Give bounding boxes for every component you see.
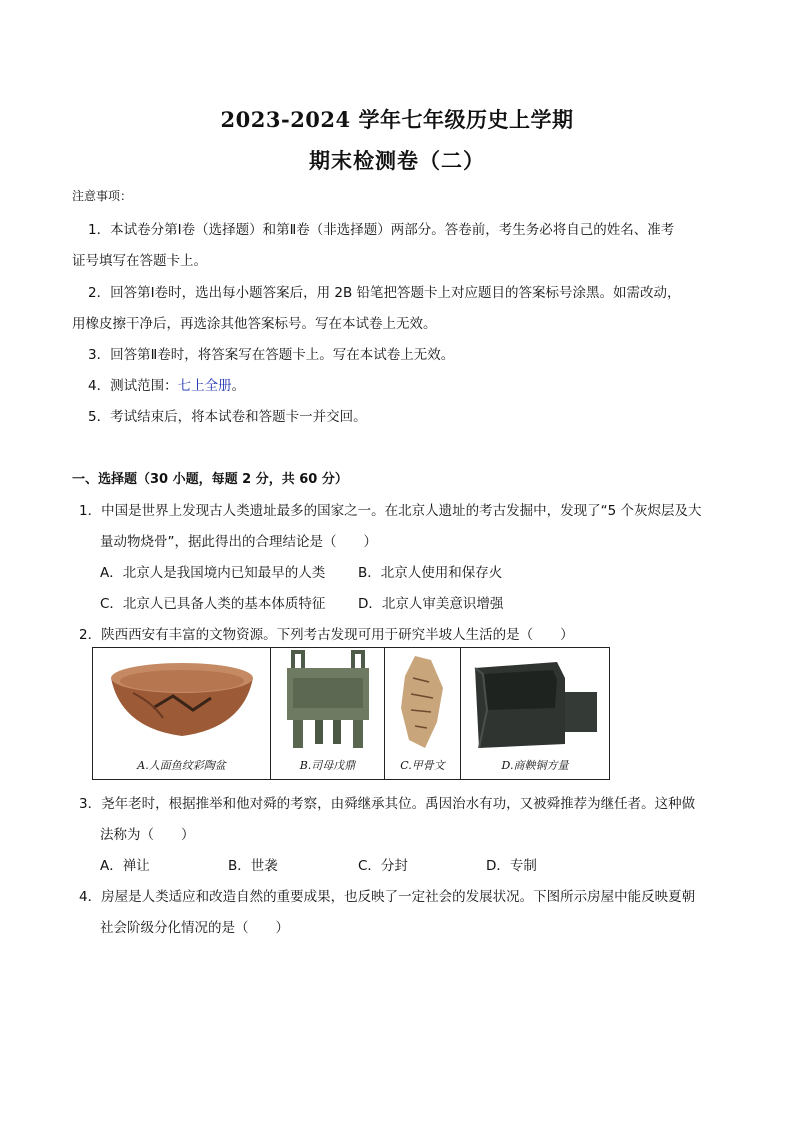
question-1-option-d: D．北京人审美意识增强 — [358, 596, 504, 612]
question-3-options — [100, 854, 620, 874]
question-3-option-b: B．世袭 — [228, 858, 278, 874]
question-4-line-2: 社会阶级分化情况的是（ ） — [100, 920, 289, 936]
note-4 — [88, 374, 245, 394]
notes-heading: 注意事项： — [72, 189, 133, 203]
question-1-line-1: 1．中国是世界上发现古人类遗址最多的国家之一。在北京人遗址的考古发掘中，发现了“5 个灰烬层及大 — [79, 503, 702, 519]
note-4-label: 4．测试范围： — [88, 378, 178, 394]
artifact-image-table — [92, 647, 610, 780]
note-2-line-1: 2．回答第Ⅰ卷时，选出每小题答案后，用 2B 铅笔把答题卡上对应题目的答案标号涂黑。如需改动， — [88, 285, 681, 301]
test-range: 七上全册 — [177, 378, 232, 394]
question-2-text: 2．陕西西安有丰富的文物资源。下列考古发现可用于研究半坡人生活的是（ ） — [79, 627, 574, 643]
question-1-line-2: 量动物烧骨”，据此得出的合理结论是（ ） — [100, 534, 377, 550]
artifact-caption-a: A.人面鱼纹彩陶盆 — [137, 759, 226, 772]
artifact-cell-c — [385, 648, 461, 779]
question-1-option-a: A．北京人是我国境内已知最早的人类 — [100, 565, 326, 581]
artifact-cell-d — [461, 648, 609, 779]
question-4-line-1: 4．房屋是人类适应和改造自然的重要成果，也反映了一定社会的发展状况。下图所示房屋中能反映夏朝 — [79, 889, 696, 905]
question-3-line-1: 3．尧年老时，根据推举和他对舜的考察，由舜继承其位。禹因治水有功，又被舜推荐为继任者。这种做 — [79, 796, 696, 812]
note-3: 3．回答第Ⅱ卷时，将答案写在答题卡上。写在本试卷上无效。 — [88, 347, 455, 363]
question-3-option-c: C．分封 — [358, 858, 408, 874]
artifact-cell-a — [93, 648, 271, 779]
section-heading: 一、选择题（30 小题，每题 2 分，共 60 分） — [72, 472, 348, 487]
artifact-cell-b — [271, 648, 385, 779]
exam-subtitle: 期末检测卷（二） — [309, 148, 485, 173]
note-4-end: 。 — [231, 378, 246, 394]
note-5: 5．考试结束后，将本试卷和答题卡一并交回。 — [88, 409, 367, 425]
artifact-caption-b: B.司母戊鼎 — [299, 759, 356, 772]
question-3-option-d: D．专制 — [486, 858, 537, 874]
question-3-line-2: 法称为（ ） — [100, 827, 195, 843]
note-1-line-1: 1．本试卷分第Ⅰ卷（选择题）和第Ⅱ卷（非选择题）两部分。答卷前，考生务必将自己的姓名、准考 — [88, 222, 675, 238]
question-1-options-row-1 — [100, 561, 620, 581]
pottery-basin-image — [93, 648, 271, 758]
question-3-option-a: A．禅让 — [100, 858, 150, 874]
note-1-line-2: 证号填写在答题卡上。 — [72, 253, 207, 269]
exam-title: 2023-2024 学年七年级历史上学期 — [220, 107, 574, 132]
question-1-option-c: C．北京人已具备人类的基本体质特征 — [100, 596, 326, 612]
artifact-caption-c: C.甲骨文 — [400, 759, 445, 772]
bronze-ding-image — [271, 648, 385, 758]
bronze-measure-image — [461, 648, 609, 758]
question-1-option-b: B．北京人使用和保存火 — [358, 565, 503, 581]
question-1-options-row-2 — [100, 592, 620, 612]
artifact-caption-d: D.商鞅铜方量 — [501, 759, 569, 772]
oracle-bone-image — [385, 648, 461, 758]
note-2-line-2: 用橡皮擦干净后，再选涂其他答案标号。写在本试卷上无效。 — [72, 316, 437, 332]
